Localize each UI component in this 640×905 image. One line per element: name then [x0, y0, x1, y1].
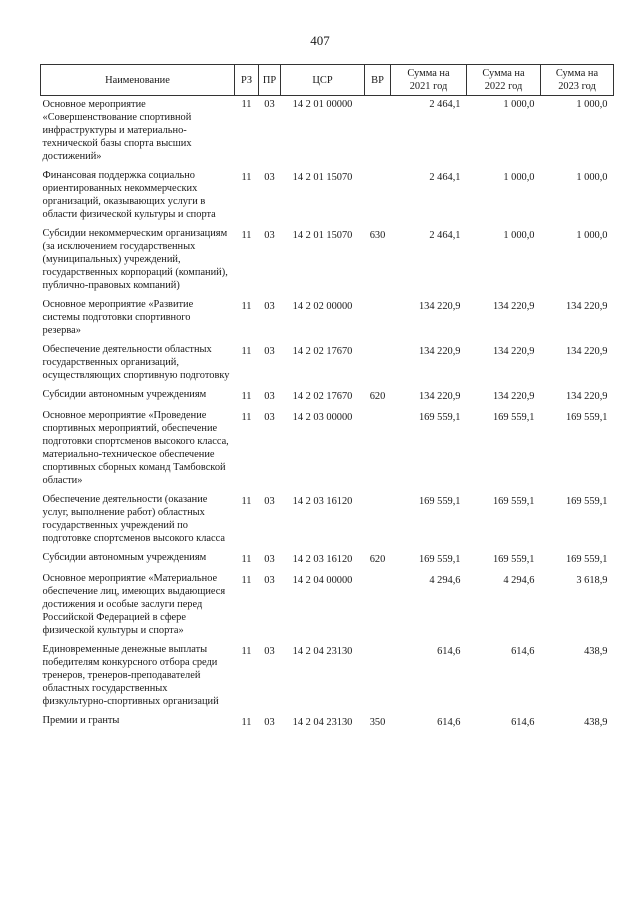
row-sum-2023: 1 000,0: [576, 172, 608, 183]
row-sum-2022: 614,6: [511, 717, 535, 728]
row-csr: 14 2 04 23130: [292, 717, 353, 728]
header-sum-2021-line2: 2021 год: [409, 81, 448, 92]
header-sum-2022-line2: 2022 год: [484, 81, 523, 92]
row-sum-2021: 134 220,9: [418, 391, 461, 402]
row-sum-2021: 134 220,9: [418, 346, 461, 357]
row-rz: 11: [241, 496, 252, 507]
table-row: [41, 388, 614, 409]
row-rz: 11: [241, 646, 252, 657]
row-sum-2022: 169 559,1: [492, 412, 535, 423]
row-rz: 11: [241, 412, 252, 423]
row-csr: 14 2 03 00000: [292, 412, 353, 423]
row-pr: 03: [264, 99, 275, 110]
table-row: [41, 169, 614, 227]
row-pr: 03: [264, 412, 275, 423]
row-sum-2023: 134 220,9: [565, 301, 608, 312]
table-row: [41, 298, 614, 343]
row-sum-2021: 4 294,6: [429, 575, 461, 586]
row-rz: 11: [241, 230, 252, 241]
header-sum-2023-line2: 2023 год: [558, 81, 596, 92]
page-number: 407: [310, 33, 330, 48]
row-csr: 14 2 04 23130: [292, 646, 353, 657]
table-row: [41, 551, 614, 572]
row-sum-2021: 169 559,1: [418, 554, 461, 565]
row-sum-2021: 169 559,1: [418, 496, 461, 507]
table-row: [41, 493, 614, 551]
row-csr: 14 2 03 16120: [292, 496, 353, 507]
row-sum-2023: 169 559,1: [565, 496, 608, 507]
row-sum-2023: 134 220,9: [565, 346, 608, 357]
row-sum-2023: 1 000,0: [576, 99, 608, 110]
row-sum-2022: 134 220,9: [492, 391, 535, 402]
row-sum-2021: 2 464,1: [429, 99, 461, 110]
row-pr: 03: [264, 575, 275, 586]
row-name: Субсидии автономным учреждениям: [42, 552, 207, 563]
row-pr: 03: [264, 717, 275, 728]
row-rz: 11: [241, 99, 252, 110]
header-csr: ЦСР: [281, 65, 365, 96]
row-rz: 11: [241, 346, 252, 357]
row-sum-2023: 438,9: [584, 646, 608, 657]
header-sum-2022-line1: Сумма на: [482, 68, 525, 79]
row-vr: [365, 169, 391, 227]
row-name: Основное мероприятие «Совершенствование спортивной инфраструктуры и материально-технической базы спорта высших достижений»: [42, 99, 192, 162]
row-sum-2023: 134 220,9: [565, 391, 608, 402]
row-csr: 14 2 02 17670: [292, 346, 353, 357]
row-vr: [365, 572, 391, 643]
row-sum-2021: 614,6: [437, 646, 461, 657]
row-name: Премии и гранты: [42, 715, 120, 726]
row-pr: 03: [264, 230, 275, 241]
header-sum-2021: [391, 65, 467, 96]
row-pr: 03: [264, 346, 275, 357]
row-sum-2023: 3 618,9: [576, 575, 608, 586]
row-sum-2022: 614,6: [511, 646, 535, 657]
row-vr: [365, 96, 391, 170]
row-vr: [365, 643, 391, 714]
header-sum-2021-line1: Сумма на: [407, 68, 450, 79]
table-row: [41, 714, 614, 735]
row-sum-2023: 169 559,1: [565, 412, 608, 423]
row-rz: 11: [241, 391, 252, 402]
row-sum-2021: 2 464,1: [429, 172, 461, 183]
row-vr: 620: [369, 554, 386, 565]
row-sum-2023: 1 000,0: [576, 230, 608, 241]
row-csr: 14 2 01 15070: [292, 172, 353, 183]
row-sum-2021: 614,6: [437, 717, 461, 728]
row-sum-2021: 134 220,9: [418, 301, 461, 312]
row-name: Финансовая поддержка социально ориентированных некоммерческих организаций, оказывающих услуги в области физической культуры и спорта: [42, 170, 216, 220]
row-name: Основное мероприятие «Проведение спортивных мероприятий, обеспечение подготовки спортсменов высокого класса, материально-техническое обеспечение спортивных сборных команд Тамбовской области»: [42, 410, 229, 486]
table-row: [41, 409, 614, 493]
header-sum-2023: [541, 65, 614, 96]
row-name: Субсидии некоммерческим организациям (за исключением государственных (муниципальных) учреждений, государственных корпораций (компаний), публично-правовых компаний): [42, 228, 228, 291]
table-row: [41, 572, 614, 643]
header-vr: ВР: [365, 65, 391, 96]
row-sum-2022: 1 000,0: [503, 172, 535, 183]
header-pr: ПР: [259, 65, 281, 96]
header-name: Наименование: [41, 65, 235, 96]
row-vr: [365, 409, 391, 493]
row-rz: 11: [241, 717, 252, 728]
row-pr: 03: [264, 554, 275, 565]
row-csr: 14 2 01 15070: [292, 230, 353, 241]
row-sum-2022: 4 294,6: [503, 575, 535, 586]
row-sum-2022: 169 559,1: [492, 554, 535, 565]
table-row: [41, 343, 614, 388]
row-sum-2022: 169 559,1: [492, 496, 535, 507]
row-vr: [365, 493, 391, 551]
row-sum-2021: 2 464,1: [429, 230, 461, 241]
row-sum-2022: 134 220,9: [492, 346, 535, 357]
table-header-row: [41, 65, 614, 96]
row-pr: 03: [264, 172, 275, 183]
table-row: [41, 643, 614, 714]
row-pr: 03: [264, 496, 275, 507]
row-csr: 14 2 02 17670: [292, 391, 353, 402]
row-vr: 630: [369, 230, 386, 241]
row-sum-2021: 169 559,1: [418, 412, 461, 423]
row-name: Единовременные денежные выплаты победителям конкурсного отбора среди тренеров, тренеров-преподавателей областных государственных физкультурно-спортивных организаций: [42, 644, 219, 707]
header-rz: РЗ: [235, 65, 259, 96]
row-sum-2022: 134 220,9: [492, 301, 535, 312]
table-row: [41, 227, 614, 298]
row-name: Основное мероприятие «Развитие системы подготовки спортивного резерва»: [42, 299, 194, 336]
row-rz: 11: [241, 575, 252, 586]
header-sum-2023-line1: Сумма на: [555, 68, 599, 79]
table-row: [41, 96, 614, 170]
row-rz: 11: [241, 301, 252, 312]
row-sum-2023: 438,9: [584, 717, 608, 728]
row-sum-2022: 1 000,0: [503, 230, 535, 241]
row-rz: 11: [241, 554, 252, 565]
header-sum-2022: [467, 65, 541, 96]
row-name: Основное мероприятие «Материальное обеспечение лиц, имеющих выдающиеся достижения и особые заслуги перед Российской Федерацией в сфере физической культуры и спорта»: [42, 573, 226, 636]
row-pr: 03: [264, 391, 275, 402]
row-name: Обеспечение деятельности (оказание услуг, выполнение работ) областных государственных учреждений по подготовке спортсменов высокого класса: [42, 494, 225, 544]
row-pr: 03: [264, 301, 275, 312]
row-csr: 14 2 03 16120: [292, 554, 353, 565]
row-rz: 11: [241, 172, 252, 183]
row-vr: [365, 343, 391, 388]
row-vr: 350: [369, 717, 386, 728]
row-sum-2023: 169 559,1: [565, 554, 608, 565]
row-csr: 14 2 04 00000: [292, 575, 353, 586]
budget-table: [40, 64, 614, 735]
row-vr: 620: [369, 391, 386, 402]
row-name: Субсидии автономным учреждениям: [42, 389, 207, 400]
row-pr: 03: [264, 646, 275, 657]
row-csr: 14 2 01 00000: [292, 99, 353, 110]
row-csr: 14 2 02 00000: [292, 301, 353, 312]
row-sum-2022: 1 000,0: [503, 99, 535, 110]
row-name: Обеспечение деятельности областных государственных организаций, осуществляющих спортивную подготовку: [42, 344, 230, 381]
row-vr: [365, 298, 391, 343]
